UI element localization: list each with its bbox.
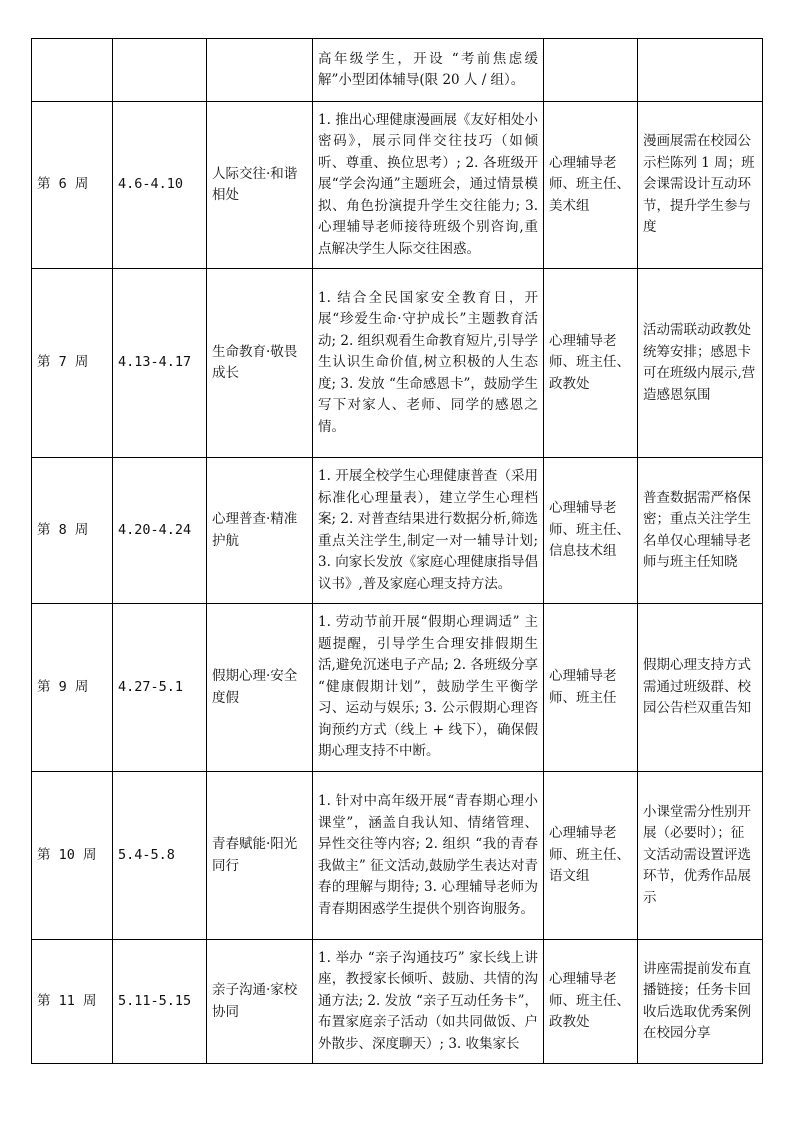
table-row bbox=[32, 940, 763, 1064]
week-cell: 第 10 周 bbox=[32, 772, 113, 940]
topic-cell bbox=[207, 39, 313, 102]
date-cell: 4.27-5.1 bbox=[113, 604, 207, 772]
responsible-cell: 心理辅导老师、班主任、美术组 bbox=[544, 102, 638, 269]
content-cell: 1. 结合全民国家安全教育日，开展“珍爱生命·守护成长”主题教育活动; 2. 组织观看生命教育短片,引导学生认识生命价值,树立积极的人生态度; 3. 发放 “生命感恩卡”，鼓励学生写下对家人、老师、同学的感恩之情。 bbox=[313, 269, 544, 458]
responsible-cell: 心理辅导老师、班主任、政教处 bbox=[544, 269, 638, 458]
date-cell: 5.11-5.15 bbox=[113, 940, 207, 1064]
week-cell bbox=[32, 39, 113, 102]
week-cell: 第 7 周 bbox=[32, 269, 113, 458]
date-cell: 4.20-4.24 bbox=[113, 458, 207, 604]
responsible-cell: 心理辅导老师、班主任、语文组 bbox=[544, 772, 638, 940]
table-row bbox=[32, 39, 763, 102]
content-cell: 1. 举办 “亲子沟通技巧” 家长线上讲座，教授家长倾听、鼓励、共情的沟通方法; 2. 发放 “亲子互动任务卡”，布置家庭亲子活动（如共同做饭、户外散步、深度聊天）; 3. 收集家长 bbox=[313, 940, 544, 1064]
notes-cell: 假期心理支持方式需通过班级群、校园公告栏双重告知 bbox=[638, 604, 763, 772]
week-cell: 第 11 周 bbox=[32, 940, 113, 1064]
content-cell: 1. 劳动节前开展“假期心理调适” 主题提醒，引导学生合理安排假期生活,避免沉迷电子产品; 2. 各班级分享 “健康假期计划”，鼓励学生平衡学习、运动与娱乐; 3. 公示假期心理咨询预约方式（线上 + 线下），确保假期心理支持不中断。 bbox=[313, 604, 544, 772]
notes-cell: 小课堂需分性别开展（必要时）；征文活动需设置评选环节，优秀作品展示 bbox=[638, 772, 763, 940]
responsible-cell bbox=[544, 39, 638, 102]
topic-cell: 心理普查·精准护航 bbox=[207, 458, 313, 604]
date-cell: 4.13-4.17 bbox=[113, 269, 207, 458]
notes-cell: 讲座需提前发布直播链接；任务卡回收后选取优秀案例在校园分享 bbox=[638, 940, 763, 1064]
week-cell: 第 8 周 bbox=[32, 458, 113, 604]
content-cell: 1. 开展全校学生心理健康普查（采用标准化心理量表），建立学生心理档案; 2. 对普查结果进行数据分析,筛选重点关注学生,制定一对一辅导计划; 3. 向家长发放《家庭心理健康指导倡议书》,普及家庭心理支持方法。 bbox=[313, 458, 544, 604]
table-row bbox=[32, 458, 763, 604]
table-row bbox=[32, 102, 763, 269]
topic-cell: 人际交往·和谐相处 bbox=[207, 102, 313, 269]
topic-cell: 亲子沟通·家校协同 bbox=[207, 940, 313, 1064]
week-cell: 第 9 周 bbox=[32, 604, 113, 772]
responsible-cell: 心理辅导老师、班主任、政教处 bbox=[544, 940, 638, 1064]
topic-cell: 假期心理·安全度假 bbox=[207, 604, 313, 772]
week-cell: 第 6 周 bbox=[32, 102, 113, 269]
date-cell: 5.4-5.8 bbox=[113, 772, 207, 940]
notes-cell: 普查数据需严格保密；重点关注学生名单仅心理辅导老师与班主任知晓 bbox=[638, 458, 763, 604]
date-cell: 4.6-4.10 bbox=[113, 102, 207, 269]
content-cell: 1. 推出心理健康漫画展《友好相处小密码》，展示同伴交往技巧（如倾听、尊重、换位思考）; 2. 各班级开展“学会沟通”主题班会，通过情景模拟、角色扮演提升学生交往能力; 3. 心理辅导老师接待班级个别咨询,重点解决学生人际交往困惑。 bbox=[313, 102, 544, 269]
content-cell: 1. 针对中高年级开展“青春期心理小课堂”，涵盖自我认知、情绪管理、异性交往等内容; 2. 组织 “我的青春我做主” 征文活动,鼓励学生表达对青春的理解与期待; 3. 心理辅导老师为青春期困惑学生提供个别咨询服务。 bbox=[313, 772, 544, 940]
notes-cell: 活动需联动政教处统筹安排；感恩卡可在班级内展示,营造感恩氛围 bbox=[638, 269, 763, 458]
content-cell: 高年级学生，开设 “考前焦虑缓解”小型团体辅导(限 20 人 / 组）。 bbox=[313, 39, 544, 102]
table-row bbox=[32, 604, 763, 772]
responsible-cell: 心理辅导老师、班主任 bbox=[544, 604, 638, 772]
topic-cell: 生命教育·敬畏成长 bbox=[207, 269, 313, 458]
notes-cell bbox=[638, 39, 763, 102]
date-cell bbox=[113, 39, 207, 102]
responsible-cell: 心理辅导老师、班主任、信息技术组 bbox=[544, 458, 638, 604]
table-row bbox=[32, 772, 763, 940]
table-row bbox=[32, 269, 763, 458]
notes-cell: 漫画展需在校园公示栏陈列 1 周；班会课需设计互动环节，提升学生参与度 bbox=[638, 102, 763, 269]
schedule-table bbox=[31, 38, 763, 1064]
topic-cell: 青春赋能·阳光同行 bbox=[207, 772, 313, 940]
